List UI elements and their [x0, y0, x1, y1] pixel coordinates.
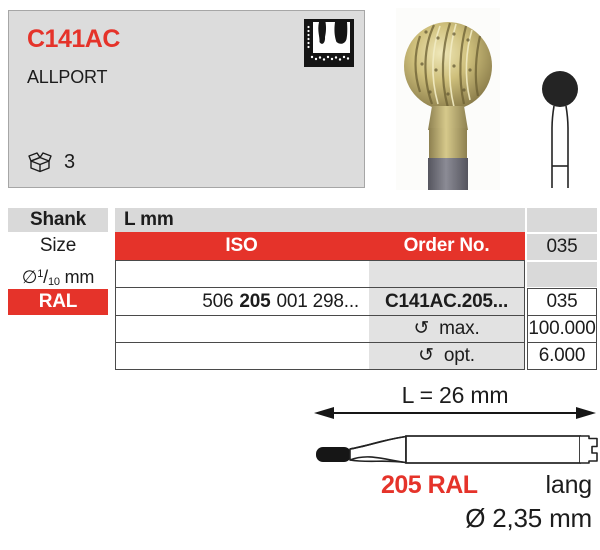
table-row-opt-rpm — [116, 343, 524, 369]
table-body — [115, 260, 525, 370]
dimension-arrow — [314, 407, 596, 419]
bur-photo — [396, 8, 500, 190]
shank-diameter-label: Ø 2,35 mm — [465, 503, 592, 533]
size-value: 035 — [527, 288, 597, 316]
iso-header: ISO — [225, 235, 258, 256]
package-icon — [27, 149, 53, 175]
table-row-order — [116, 288, 524, 316]
shank-drawing — [310, 403, 600, 475]
shank-header: Shank — [8, 208, 108, 232]
opt-rpm-value: 6.000 — [527, 342, 597, 370]
shank-code: 205 RAL — [381, 471, 478, 499]
rotation-icon: ↺ — [413, 317, 430, 339]
table-row-max-rpm — [116, 316, 524, 343]
rotation-icon: ↺ — [418, 344, 434, 366]
edenta-logo — [304, 19, 354, 67]
shank-variant-label: lang — [545, 471, 592, 499]
product-code: C141AC — [27, 25, 120, 53]
bur-silhouette — [527, 55, 593, 192]
length-dimension-label: L = 26 mm — [401, 382, 509, 408]
iso-number: 506 205 001 298... — [202, 290, 359, 312]
l-mm-header: L mm — [115, 208, 525, 232]
diameter-label: $\emptyset^1/_{10}$ mm — [21, 267, 95, 288]
opt-rpm-label: opt. — [443, 345, 475, 366]
size-col-header: 035 — [527, 234, 597, 260]
size-label: Size — [39, 235, 77, 256]
product-info-panel — [8, 10, 365, 188]
size-col-spacer — [527, 262, 597, 287]
pack-quantity-row — [27, 149, 75, 175]
order-number: C141AC.205... — [367, 288, 524, 315]
table-header-row — [115, 232, 525, 260]
size-col-spacer — [527, 208, 597, 232]
ral-badge: RAL — [8, 289, 108, 315]
pack-quantity: 3 — [64, 150, 75, 173]
diameter-symbol: ∅ — [21, 267, 38, 287]
shank-profile — [316, 436, 597, 463]
max-rpm-value: 100.000 — [527, 315, 597, 343]
table-row-blank — [116, 261, 524, 288]
order-no-header: Order No. — [403, 235, 490, 256]
max-rpm-label: max. — [439, 318, 480, 339]
product-name: ALLPORT — [27, 67, 108, 87]
